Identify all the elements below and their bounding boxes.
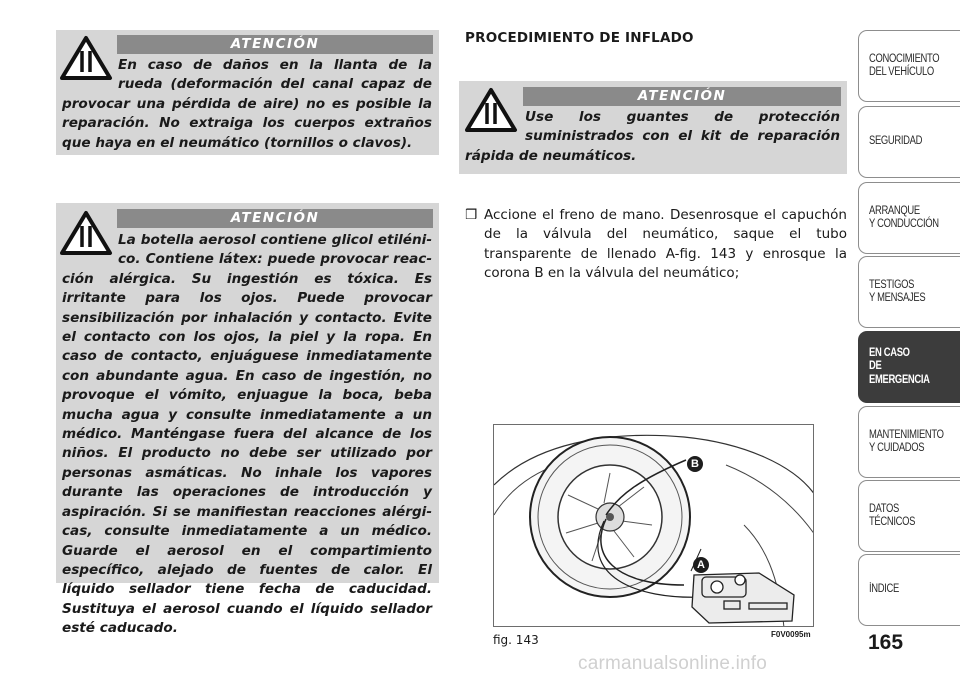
warning-text: En caso de daños en la llanta de la rueda (deformación del canal capaz de provocar una pérdida de aire) no es posible la reparación. No extraiga los cuerpos extraños que haya en el neumático (tornillos o clavos).: [62, 57, 432, 151]
warning-box-damaged-rim: [56, 30, 439, 155]
warning-box-gloves: [459, 81, 847, 174]
warning-triangle-icon: [464, 87, 518, 133]
figure-tire-inflation: [493, 424, 814, 627]
figure-caption: fig. 143: [493, 633, 539, 647]
section-title: PROCEDIMIENTO DE INFLADO: [465, 30, 694, 46]
warning-header: ATENCIÓN: [523, 87, 841, 106]
instruction-step: [465, 206, 847, 284]
tab-testigos[interactable]: TESTIGOS Y MENSAJES: [858, 256, 960, 328]
tab-seguridad[interactable]: SEGURIDAD: [858, 106, 960, 178]
footer-watermark: carmanualsonline.info: [578, 653, 768, 674]
warning-box-aerosol: [56, 203, 439, 637]
checkbox-bullet-icon: ❒: [465, 207, 478, 223]
warning-text: La botella aerosol contiene glicol etilénico. Contiene látex: puede provocar reacción alérgica. Su ingestión es tóxica. Es irritante para los ojos. Puede provocar sensibilización por inhalación y contacto. Evite el contacto con los ojos, la piel y la ropa. En caso de contacto, enjuáguese inmediatamente con abundante agua. En caso de ingestión, no provoque el vómito, enjuague la boca, beba mucha agua y consulte inmediatamente a un médico. Manténgase fuera del alcance de los niños. El producto no debe ser utilizado por personas asmáticas. No inhale los vapores durante las operaciones de introducción y aspiración. Si se manifiestan reacciones alérgicas, consulte inmediatamente a un médico. Guarde el aerosol en el compartimiento específico, alejado de fuentes de calor. El líquido sellador tiene fecha de caducidad. Sustituya el aerosol cuando el líquido sellador esté caducado.: [62, 232, 432, 637]
warning-header: ATENCIÓN: [117, 209, 433, 228]
warning-triangle-icon: [59, 35, 113, 81]
warning-header: ATENCIÓN: [117, 35, 433, 54]
tab-mantenimiento[interactable]: MANTENIMIENTO Y CUIDADOS: [858, 406, 960, 478]
tire-repair-illustration: [494, 425, 814, 627]
warning-text: Use los guantes de protección suministrados con el kit de reparación rápida de neumáticos.: [465, 109, 840, 164]
callout-label-a: A: [693, 557, 709, 573]
warning-triangle-icon: [59, 210, 113, 256]
tab-indice[interactable]: ÍNDICE: [858, 554, 960, 626]
figure-code: F0V0095m: [771, 630, 811, 639]
tab-conocimiento[interactable]: CONOCIMIENTO DEL VEHÍCULO: [858, 30, 960, 102]
tab-emergencia[interactable]: EN CASO DE EMERGENCIA: [858, 331, 960, 403]
page-number: 165: [868, 631, 904, 654]
tab-arranque[interactable]: ARRANQUE Y CONDUCCIÓN: [858, 182, 960, 254]
callout-label-b: B: [687, 456, 703, 472]
instruction-text: Accione el freno de mano. Desenrosque el capuchón de la válvula del neumático, saque el tubo transparente de llenado A-fig. 143 y enrosque la corona B en la válvula del neumático;: [484, 207, 847, 282]
tab-datos-tecnicos[interactable]: DATOS TÉCNICOS: [858, 480, 960, 552]
